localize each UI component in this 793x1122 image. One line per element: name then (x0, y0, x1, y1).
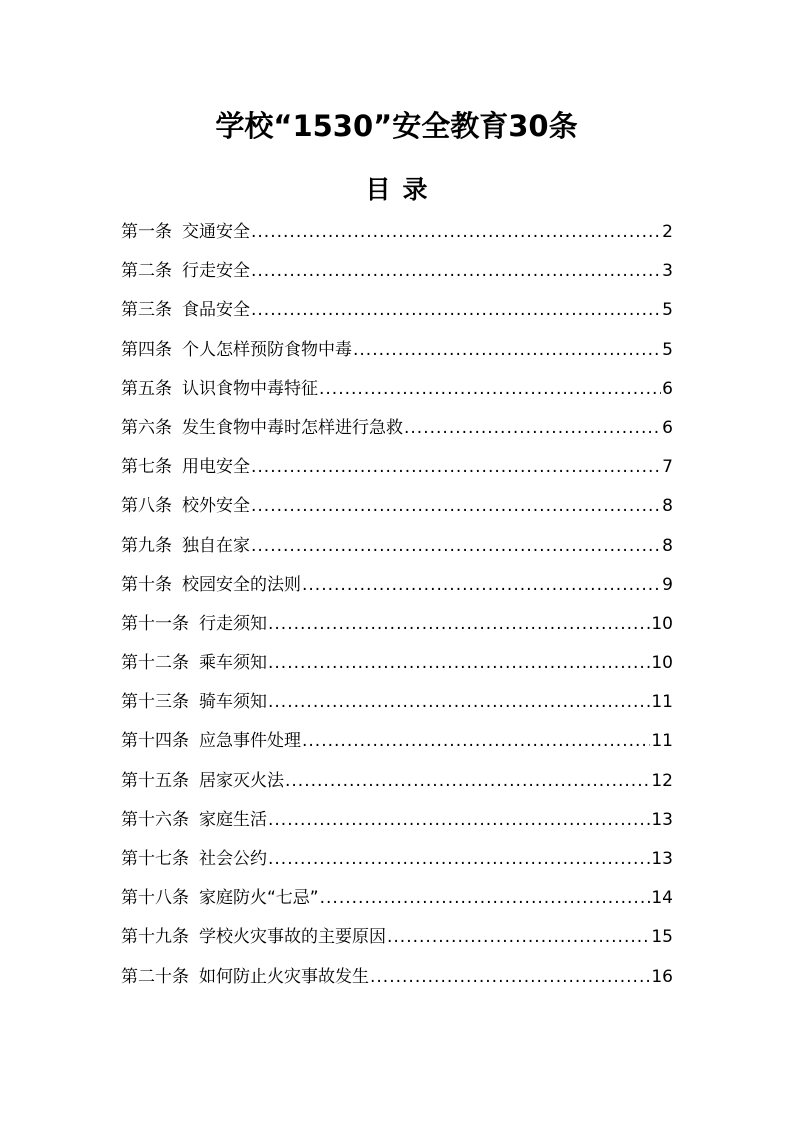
toc-entry-page: 13 (651, 809, 673, 830)
toc-entry-page: 15 (651, 927, 673, 948)
toc-entry[interactable] (121, 918, 673, 957)
toc-entry-page: 13 (651, 849, 673, 869)
toc-dot-leader (302, 566, 661, 605)
toc-entry-title: 骑车须知 (199, 692, 267, 713)
toc-entry[interactable] (121, 762, 673, 801)
toc-entry-title: 如何防止火灾事故发生 (199, 966, 369, 987)
toc-dot-leader (268, 605, 650, 644)
toc-entry-page: 8 (662, 496, 673, 517)
toc-dot-leader (268, 801, 650, 840)
toc-entry-number: 第二条 (121, 261, 172, 282)
toc-entry-number: 第十八条 (121, 888, 189, 909)
toc-entry[interactable] (121, 291, 673, 330)
toc-entry-title: 行走须知 (199, 613, 267, 634)
toc-dot-leader (370, 958, 650, 997)
toc-entry[interactable] (121, 487, 673, 526)
toc-entry-title: 应急事件处理 (199, 731, 301, 752)
document-title: 学校“1530”安全教育30条 (215, 109, 578, 143)
toc-entry-page: 10 (651, 613, 673, 634)
toc-entry-number: 第九条 (121, 535, 172, 556)
toc-dot-leader (251, 213, 661, 252)
toc-entry-number: 第七条 (121, 457, 172, 478)
toc-dot-leader (251, 252, 661, 291)
toc-entry-number: 第一条 (121, 222, 172, 242)
toc-entry[interactable] (121, 840, 673, 879)
toc-entry[interactable] (121, 605, 673, 644)
toc-entry-title: 用电安全 (182, 457, 250, 478)
toc-entry[interactable] (121, 644, 673, 683)
toc-entry-page: 5 (662, 300, 673, 321)
toc-entry-title: 乘车须知 (199, 653, 267, 674)
toc-dot-leader (251, 527, 661, 566)
toc-dot-leader (353, 331, 661, 370)
toc-dot-leader (251, 448, 661, 487)
toc-entry-number: 第十六条 (121, 809, 189, 830)
toc-entry-number: 第四条 (121, 339, 172, 360)
toc-entry-title: 校园安全的法则 (182, 574, 301, 595)
toc-entry-page: 3 (662, 261, 673, 282)
toc-entry-page: 12 (651, 770, 673, 791)
toc-entry-page: 6 (662, 378, 673, 399)
toc-entry-page: 5 (662, 339, 673, 360)
toc-entry[interactable] (121, 448, 673, 487)
toc-entry-title: 校外安全 (182, 496, 250, 517)
toc-entry[interactable] (121, 331, 673, 370)
toc-dot-leader (320, 879, 651, 918)
toc-entry[interactable] (121, 958, 673, 997)
toc-entry-page: 2 (662, 222, 673, 242)
toc-dot-leader (251, 291, 661, 330)
toc-entry-title: 居家灭火法 (199, 770, 284, 791)
toc-entry-title: 家庭生活 (199, 809, 267, 830)
toc-entry-title: 学校火灾事故的主要原因 (199, 927, 386, 948)
toc-dot-leader (268, 644, 650, 683)
toc-entry[interactable] (121, 683, 673, 722)
toc-entry-number: 第十三条 (121, 692, 189, 713)
toc-entry-page: 11 (651, 731, 673, 752)
toc-dot-leader (268, 683, 650, 722)
toc-entry-page: 8 (662, 535, 673, 556)
toc-entry[interactable] (121, 879, 673, 918)
toc-entry-number: 第十七条 (121, 849, 189, 869)
toc-entry[interactable] (121, 722, 673, 761)
toc-entry[interactable] (121, 566, 673, 605)
toc-entry-title: 个人怎样预防食物中毒 (182, 339, 352, 360)
toc-entry[interactable] (121, 527, 673, 566)
toc-entry-number: 第五条 (121, 378, 172, 399)
toc-entry-number: 第三条 (121, 300, 172, 321)
toc-entry-title: 食品安全 (182, 300, 250, 321)
toc-entry-page: 6 (662, 417, 673, 438)
toc-entry[interactable] (121, 252, 673, 291)
toc-entry-title: 发生食物中毒时怎样进行急救 (182, 417, 403, 438)
toc-entry[interactable] (121, 801, 673, 840)
toc-entry-page: 14 (651, 888, 673, 909)
toc-dot-leader (387, 918, 650, 957)
toc-entry-title: 行走安全 (182, 261, 250, 282)
toc-entry-number: 第十二条 (121, 653, 189, 674)
toc-entry-title: 家庭防火“七忌” (199, 888, 319, 909)
toc-entry-number: 第十四条 (121, 731, 189, 752)
toc-entry-number: 第十九条 (121, 927, 189, 948)
toc-entry-number: 第八条 (121, 496, 172, 517)
toc-entry-title: 交通安全 (182, 222, 250, 242)
table-of-contents (121, 213, 673, 997)
toc-entry-number: 第六条 (121, 417, 172, 438)
toc-entry-title: 认识食物中毒特征 (182, 378, 318, 399)
toc-entry-page: 9 (662, 574, 673, 595)
toc-dot-leader (285, 762, 650, 801)
toc-dot-leader (302, 722, 650, 761)
toc-entry[interactable] (121, 409, 673, 448)
toc-entry-title: 社会公约 (199, 849, 267, 869)
toc-dot-leader (251, 487, 661, 526)
toc-dot-leader (404, 409, 661, 448)
toc-entry-title: 独自在家 (182, 535, 250, 556)
toc-entry-number: 第十五条 (121, 770, 189, 791)
toc-entry-page: 7 (662, 457, 673, 478)
toc-entry[interactable] (121, 213, 673, 252)
toc-entry-page: 16 (651, 966, 673, 987)
toc-dot-leader (268, 840, 650, 879)
toc-entry-number: 第十条 (121, 574, 172, 595)
toc-entry-number: 第十一条 (121, 613, 189, 634)
toc-heading: 目录 (365, 175, 440, 204)
toc-dot-leader (319, 370, 661, 409)
toc-entry[interactable] (121, 370, 673, 409)
toc-entry-page: 11 (651, 692, 673, 713)
toc-entry-page: 10 (651, 653, 673, 674)
toc-entry-number: 第二十条 (121, 966, 189, 987)
